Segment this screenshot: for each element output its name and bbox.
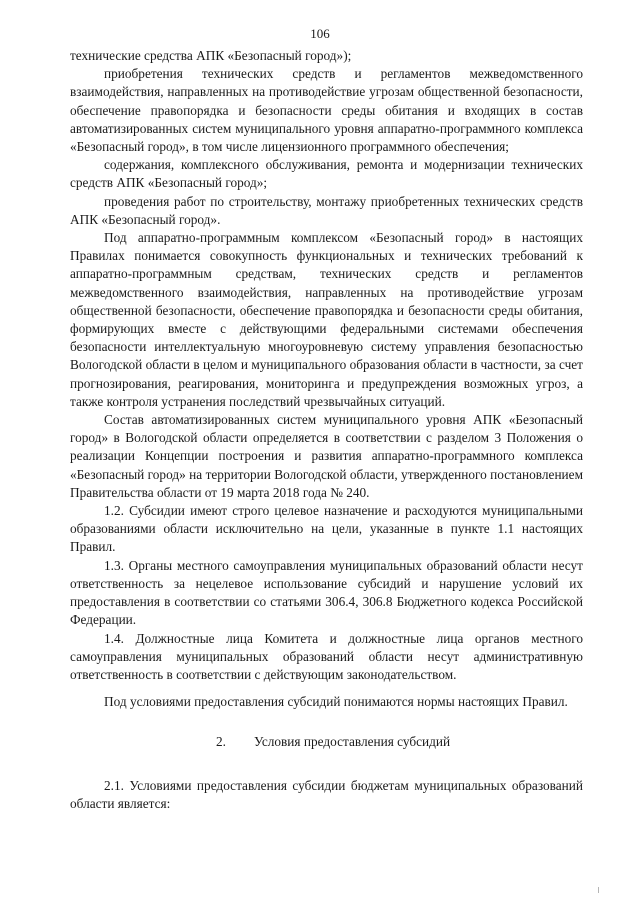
- page-number: 106: [310, 26, 330, 41]
- paragraph: 1.4. Должностные лица Комитета и должностные лица органов местного самоуправления муниципальных образований области несут административную ответственность в соответствии с действующим законодательством.: [70, 630, 583, 682]
- paragraph: Состав автоматизированных систем муниципального уровня АПК «Безопасный город» в Вологодской области определяется в соответствии с разделом 3 Положения о реализации Концепции построения и развития аппаратно-программного комплекса «Безопасный город» на территории Вологодской области, утвержденного постановлением Правительства области от 19 марта 2018 года № 240.: [70, 412, 583, 500]
- paragraph: Под условиями предоставления субсидий понимаются нормы настоящих Правил.: [104, 694, 568, 710]
- paragraph: технические средства АПК «Безопасный город»);: [70, 48, 352, 63]
- paragraph: Под аппаратно-программным комплексом «Безопасный город» в настоящих Правилах понимается совокупность функциональных и технических требований к аппаратно-программным средствам, технических средств и регламентов межведомственного взаимодействия, направленных на противодействие угрозам общественной безопасности, обеспечение правопорядка и безопасности среды обитания, формирующих вместе с действующими федеральными системами обеспечения безопасности интеллектуальную многоуровневую систему управления безопасностью Вологодской области в целом и муниципального образования области в частности, за счет прогнозирования, реагирования, мониторинга и предупреждения возможных угроз, а также контроля устранения последствий чрезвычайных ситуаций.: [70, 230, 583, 409]
- section-title: Условия предоставления субсидий: [254, 734, 451, 750]
- section-heading: [70, 733, 583, 751]
- paragraph: 1.2. Субсидии имеют строго целевое назначение и расходуются муниципальными образованиями области исключительно на цели, указанные в пункте 1.1 настоящих Правил.: [70, 503, 583, 555]
- body-text: [70, 47, 583, 813]
- paragraph: приобретения технических средств и регламентов межведомственного взаимодействия, направленных на противодействие угрозам общественной безопасности, обеспечение правопорядка и безопасности среды обитания и входящих в состав автоматизированных систем муниципального уровня аппаратно-программного комплекса «Безопасный город», в том числе лицензионного программного обеспечения;: [70, 66, 583, 155]
- paragraph: 1.3. Органы местного самоуправления муниципальных образований области несут ответственность за нецелевое использование субсидий и нарушение условий их предоставления в соответствии со статьями 306.4, 306.8 Бюджетного кодекса Российской Федерации.: [70, 557, 583, 628]
- scan-margin-mark: [598, 887, 599, 893]
- paragraph: проведения работ по строительству, монтажу приобретенных технических средств АПК «Безопасный город».: [70, 193, 583, 227]
- paragraph: содержания, комплексного обслуживания, ремонта и модернизации технических средств АПК «Безопасный город»;: [70, 157, 583, 191]
- paragraph: 2.1. Условиями предоставления субсидии бюджетам муниципальных образований области является:: [70, 777, 583, 811]
- section-number: 2.: [216, 734, 226, 750]
